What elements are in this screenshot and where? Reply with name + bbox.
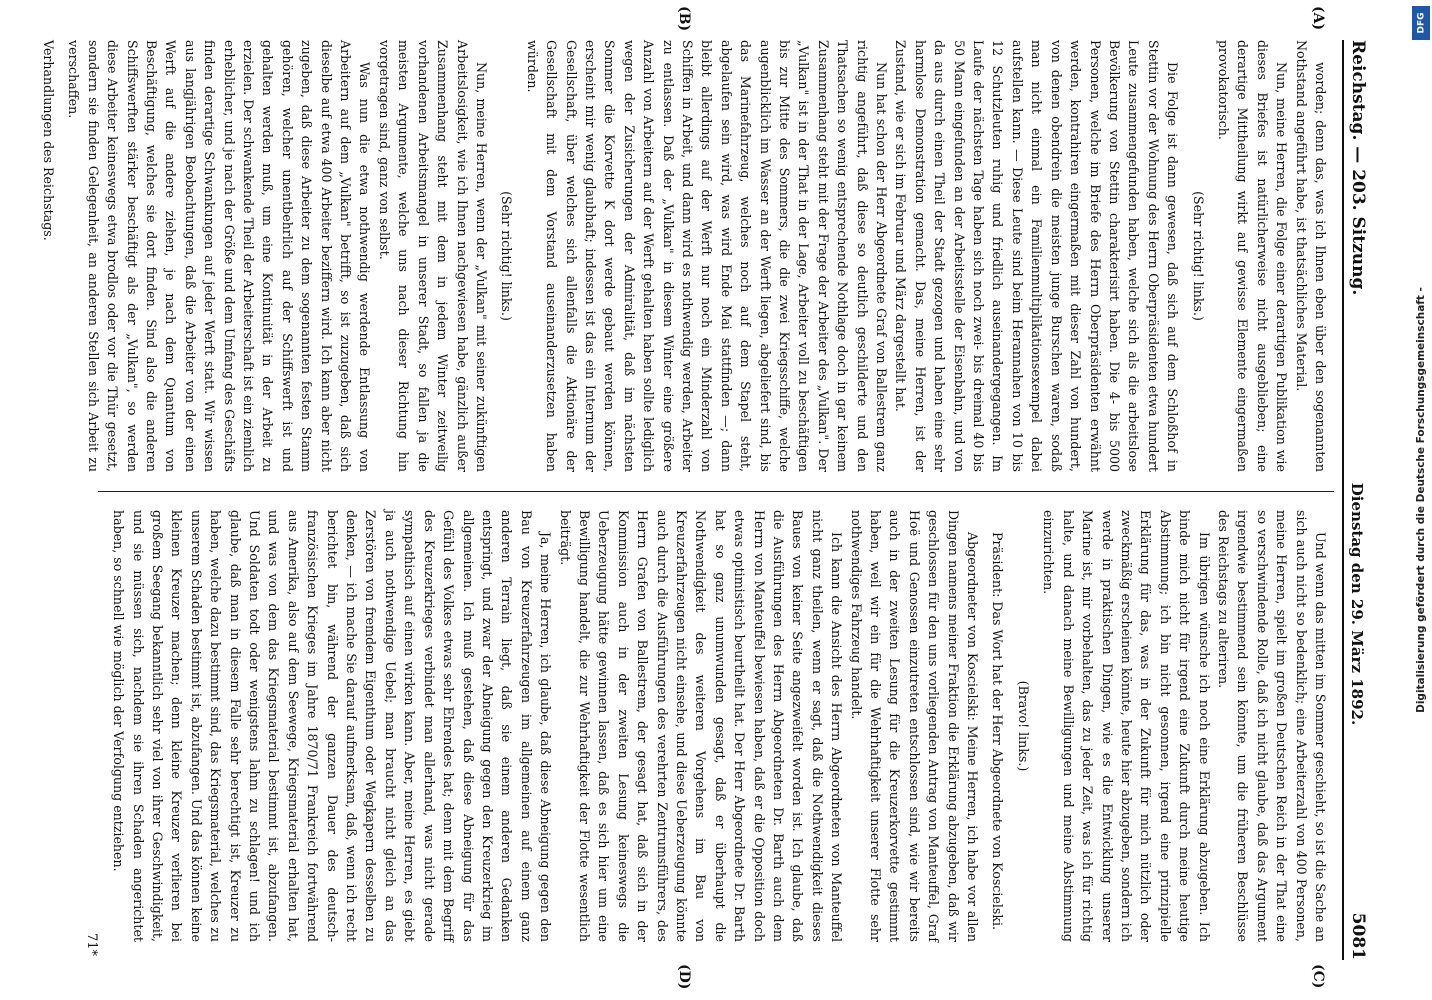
paragraph: Nun, meine Herren, wenn der „Vulkan" mit seiner zukünftigen Arbeitslosigkeit, wie ich Ihnen nachgewiesen habe, gänzlich außer Zusammenhang steht mit dem in jedem Winter zeitweilig vorhandenen Arbeitsmangel in unserer Stadt, so fallen ja die meisten Argumente, welche uns nach dieser Richtung hin vorgetragen sind, ganz von selbst. bbox=[376, 40, 489, 472]
signature-mark: 71* bbox=[84, 932, 99, 956]
left-column bbox=[41, 40, 1330, 472]
interjection: (Bravo! links.) bbox=[1015, 680, 1031, 772]
digitization-credit: Digitalisierung gefördert durch die Deutsche Forschungsgemeinschaft - bbox=[1415, 287, 1427, 713]
margin-marker-b: (B) bbox=[676, 6, 692, 32]
footnote-source: Verhandlungen des Reichstags. bbox=[41, 40, 56, 241]
paragraph: Die Folge ist dann gewesen, daß sich auf dem Schloßhof in Stettin vor der Wohnung des Herrn Oberpräsidenten etwa hundert Leute zusammengefunden haben, welche sich als die arbeitslose Bevölkerung von Stettin charakterisirt haben. Die 4- bis 5000 Personen, welche im Briefe des Herrn Oberpräsidenten erwähnt werden, kontrahiren eingermaßen mit dieser Zahl von hundert, von denen obendrein die meisten junge Burschen waren, sodaß man nicht einmal ein Familienmultiplikationsexempel dabei aufstellen kann. — Diese Leute sind beim Herannahen von 10 bis 12 Schutzleuten ruhig und friedlich auseinandergegangen. Im Laufe der nächsten Tage haben sich noch zwei- bis dreimal 40 bis 50 Mann eingefunden an der Arbeitsstelle der Eisenbahn, und von da aus durch einen Theil der Stadt gezogen und haben eine sehr harmlose Demonstration gemacht. Das, meine Herren, ist der Zustand, wie er sich im Februar und März dargestellt hat. bbox=[893, 40, 1181, 472]
paragraph: Ja, meine Herren, ich glaube, daß diese Abneigung gegen den Bau von Kreuzerfahrzeugen im allgemeinen auf einem ganz anderen Terrain liegt, daß sie einem anderen Gedanken entspringt, und zwar der Abneigung gegen den Kreuzerkrieg im allgemeinen. Ich muß gestehen, daß diese Abneigung für das Gefühl des Volkes etwas sehr Ehrendes hat; denn mit dem Begriff des Kreuzerkrieges verbindet man allerhand, was nicht gerade sympathisch auf einen wirken kann. Aber, meine Herren, es giebt ja auch nothwendige Uebel; man braucht nicht gleich an das Zerstören von fremdem Eigenthum oder Wegkapern desselben zu denken, — ich mache Sie darauf aufmerksam, daß, wenn ich recht berichtet bin, während der ganzen Dauer des deutsch-französischen Krieges im Jahre 1870/71 Frankreich fortwährend aus Amerika, also auf dem Seewege, Kriegsmaterial erhalten hat, und was von dem das Kriegsmaterial bestimmt ist, abzufangen. Und Soldaten todt oder wenigstens lahm zu schlagen! und ich glaube, daß man in diesem Falle sehr berechtigt ist, Kreuzer zu haben, welche dazu bestimmt sind, das Kriegsmaterial, welches zu unserem Schaden bestimmt ist, abzufangen. Und das können keine kleinen Kreuzer machen; denn kleine Kreuzer verlieren bei großem Seegang bekanntlich sehr viel von ihrer Geschwindigkeit, und sie müssen sich, nachdem sie ihren Schaden angerichtet haben, so schnell wie möglich der Verfolgung entziehen. bbox=[111, 510, 554, 942]
paragraph: Was nun die etwa nothwendig werdende Entlassung von Arbeitern auf dem „Vulkan" betrifft, so ist zuzugeben, daß sich dieselbe auf etwa 400 Arbeiter beziffern wird. Ich kann aber nicht zugeben, daß diese Arbeiter zu dem sogenannten festen Stamm gehören, welcher unentbehrlich auf der Schiffswerft ist und gehalten werden muß, um eine Kontinuität in der Arbeit zu erzielen. Der schwankende Theil der Arbeiterschaft ist ein ziemlich erheblicher, und je nach der Größe und dem Umfang des Geschäfts finden derartige Schwankungen auf jeder Werft statt. Wir wissen aus langjährigen Beobachtungen, daß die Arbeiter von der einen Werft auf die andere ziehen, je nach dem Quantum von Beschäftigung, welches sie dort finden. Sind also die anderen Schiffswerften stärker beschäftigt als der „Vulkan", so werden diese Arbeiter keineswegs etwa brodlos oder vor die Thür gesetzt, sondern sie finden Gelegenheit, an anderen Stellen sich Arbeit zu verschaffen. bbox=[66, 40, 373, 472]
page-body bbox=[41, 6, 1392, 990]
paragraph: worden; denn das, was ich Ihnen eben über den sogenannten Nothstand angeführt habe, ist thatsächliches Material. bbox=[1293, 40, 1328, 472]
header-date: Dienstag den 29. März 1892. bbox=[1348, 482, 1366, 726]
page-number: 5081 bbox=[1348, 912, 1368, 960]
interjection: (Sehr richtig! links.) bbox=[1190, 191, 1206, 321]
margin-marker-a: (A) bbox=[1310, 6, 1326, 31]
speaker-paragraph: Präsident: Das Wort hat der Herr Abgeordnete von Koscielski. bbox=[990, 532, 1006, 930]
digitization-sidebar bbox=[1410, 0, 1432, 1000]
speaker-paragraph: Abgeordneter von Koscielski: Meine Herren, ich habe vor allen Dingen namens meiner Fraktion die Erklärung abzugeben, daß wir geschlossen für den uns vorliegenden Antrag von Manteuffel, Graf Hoë und Genossen einzutreten entschlossen sind, wie wir bereits auch in der zweiten Lesung für die Kreuzerkorvette gestimmt haben, weil wir ein für die Wehrhaftigkeit unserer Flotte sehr nothwendiges Fahrzeug handelt. bbox=[848, 510, 981, 942]
interjection: (Sehr richtig! links.) bbox=[499, 191, 515, 321]
paragraph: Im übrigen wünsche ich noch eine Erklärung abzugeben. Ich binde mich nicht für irgend eine Zukunft durch meine heutige Abstimmung; ich bin nicht gesonnen, irgend eine prinzipielle Erklärung für das, was in der Zukunft für mich nützlich oder zweckmäßig erscheinen könnte, heute hier abzugeben, sondern ich werde in praktischen Dingen, wie es die Entwicklung unserer Marine ist, mir vorbehalten, das zu jeder Zeit, was ich für richtig halte, und danach meine Bewilligungen und meine Abstimmung einzurichten. bbox=[1041, 510, 1212, 942]
header-left: Reichstag. — 203. Sitzung. bbox=[1348, 40, 1368, 296]
right-column bbox=[100, 510, 1330, 942]
paragraph: Nun hat schon der Herr Abgeordnete Graf von Ballestrem ganz richtig angeführt, daß diese so deutlich geschilderte und den Thatsachen so wenig entsprechende Nothlage doch in gar keinem Zusammenhang steht mit der Frage der Arbeiter des „Vulkan". Der „Vulkan" ist in der That in der Lage, Arbeiter voll zu beschäftigen bis zur Mitte des Sommers, die die zwei Kriegsschiffe, welche augenblicklich im Wasser an der Werft liegen, abgeliefert sind, bis das Marinefahrzeug, welches noch auf dem Stapel steht, abgelaufen sein wird, was wird Ende Mai stattfinden —; dann bleibt allerdings auf der Werft nur noch ein Minderzahl von Schiffen in Arbeit, und dann wird es nothwendig werden, Arbeiter zu entlassen. Daß der „Vulkan" in diesem Winter eine größere Anzahl von Arbeitern auf der Werft gehalten haben sollte lediglich wegen der Zusicherungen der Admiralität, daß im nächsten Sommer die Korvette K dort werde gebaut werden können, erscheint mir wenig glaubhaft; indessen ist das ein Internum der Gesellschaft, über welches sich allenfalls die Aktionäre der Gesellschaft mit dem Vorstand auseinanderzusetzen haben würden. bbox=[524, 40, 890, 472]
margin-marker-c: (C) bbox=[1310, 964, 1326, 989]
dfg-logo: DFG bbox=[1412, 6, 1430, 40]
column-divider bbox=[98, 491, 1334, 492]
paragraph: Ich kann die Ansicht des Herrn Abgeordneten von Manteuffel nicht ganz theilen, wenn er sagt, daß die Nothwendigkeit dieses Baues von keiner Seite angezweifelt worden ist. Ich glaube, daß die Ausführungen des Herrn Abgeordneten Dr. Barth auch dem Herrn von Manteuffel bewiesen haben, daß er die Opposition doch etwas optimistisch beurtheilt hat. Der Herr Abgeordnete Dr. Barth hat so ganz unumwunden gesagt, daß er überhaupt die Nothwendigkeit des weiteren Vorgehens im Bau von Kreuzerfahrzeugen nicht einsehe, und diese Ueberzeugung könnte auch durch die Ausführungen des verehrten Zentrumsführers, des Herrn Grafen von Ballestrem, der gesagt hat, daß sich in der Kommission auch in der zweiten Lesung keineswegs die Ueberzeugung hätte gewinnen lassen, daß es sich hier um eine Bewilligung handelt, die zur Wehrhaftigkeit der Flotte wesentlich beiträgt. bbox=[557, 510, 845, 942]
margin-marker-d: (D) bbox=[676, 964, 692, 990]
page-header bbox=[1342, 40, 1392, 960]
paragraph: Und wenn das mitten im Sommer geschieht, so ist die Sache an sich auch nicht so bedenklich; eine Arbeiterzahl von 400 Personen, meine Herren, spielt im großen Deutschen Reich in der That eine so verschwindende Rolle, daß ich nicht glaube, daß das Argument irgendwie bestimmend sein könnte, um die früheren Beschlüsse des Reichstags zu alteriren. bbox=[1215, 510, 1328, 942]
paragraph: Nun, meine Herren, die Folge einer derartigen Publikation wie dieses Briefes ist natürlicherweise nicht ausgeblieben; eine derartige Mittheilung wirkt auf gewisse Elemente eingermaßen provokatorisch. bbox=[1215, 40, 1290, 472]
